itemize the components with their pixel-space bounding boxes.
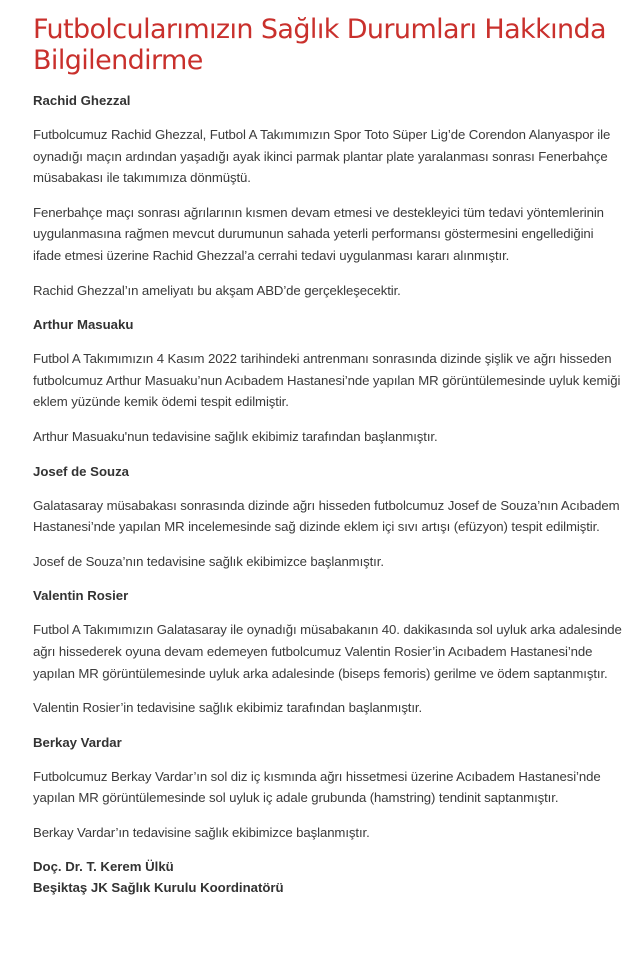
paragraph: Josef de Souza’nın tedavisine sağlık ekibimizce başlanmıştır.: [33, 553, 384, 569]
paragraph: Valentin Rosier’in tedavisine sağlık ekibimiz tarafından başlanmıştır.: [33, 700, 423, 716]
page-title: Futbolcularımızın Sağlık Durumları Hakkında Bilgilendirme: [33, 14, 606, 76]
paragraph: Rachid Ghezzal’ın ameliyatı bu akşam ABD’de gerçekleşecektir.: [33, 282, 401, 298]
player-name: Rachid Ghezzal: [33, 93, 131, 108]
player-name: Berkay Vardar: [33, 734, 122, 750]
paragraph: Fenerbahçe maçı sonrası ağrılarının kısmen devam etmesi ve destekleyici tüm tedavi yöntemlerinin uygulanmasına rağmen mevcut durumunun sahada yeterli performansı göstermesini engellediğini ifade etmesi üzerine Rachid Ghezzal’a cerrahi tedavi uygulanması kararı alınmıştır.: [33, 204, 604, 263]
signature: [33, 856, 623, 898]
paragraph: Arthur Masuaku'nun tedavisine sağlık ekibimiz tarafından başlanmıştır.: [33, 428, 438, 444]
section-valentin-rosier: [33, 585, 623, 718]
section-arthur-masuaku: [33, 314, 623, 447]
player-name: Josef de Souza: [33, 463, 130, 479]
paragraph: Futbolcumuz Rachid Ghezzal, Futbol A Takımımızın Spor Toto Süper Lig’de Corendon Alanyaspor ile oynadığı maçın ardından yaşadığı ayak ikinci parmak plantar plate yaralanması sonrası Fenerbahçe müsabakası ile takımımıza dönmüştü.: [33, 127, 611, 186]
section-rachid-ghezzal: [33, 90, 623, 301]
player-name: Arthur Masuaku: [33, 317, 134, 333]
section-josef-de-souza: [33, 461, 623, 573]
paragraph: Futbolcumuz Berkay Vardar’ın sol diz iç kısmında ağrı hissetmesi üzerine Acıbadem Hastanesi’nde yapılan MR görüntülemesinde sol uyluk iç adale grubunda (hamstring) tendinit saptanmıştır.: [33, 768, 601, 806]
signature-name: Doç. Dr. T. Kerem Ülkü: [33, 859, 174, 875]
signature-role: Beşiktaş JK Sağlık Kurulu Koordinatörü: [33, 880, 284, 896]
paragraph: Galatasaray müsabakası sonrasında dizinde ağrı hisseden futbolcumuz Josef de Souza’nın Acıbadem Hastanesi’nde yapılan MR incelemesinde sağ dizinde eklem içi sıvı artışı (efüzyon) tespit edilmiştir.: [33, 497, 620, 535]
section-berkay-vardar: [33, 732, 623, 844]
paragraph: Futbol A Takımımızın 4 Kasım 2022 tarihindeki antrenmanı sonrasında dizinde şişlik ve ağrı hisseden futbolcumuz Arthur Masuaku’nun Acıbadem Hastanesi’nde yapılan MR görüntülemesinde uyluk kemiği eklem yüzünde kemik ödemi tespit edilmiştir.: [33, 351, 621, 410]
paragraph: Berkay Vardar’ın tedavisine sağlık ekibimizce başlanmıştır.: [33, 824, 370, 840]
paragraph: Futbol A Takımımızın Galatasaray ile oynadığı müsabakanın 40. dakikasında sol uyluk arka adalesinde ağrı hissederek oyuna devam edemeyen futbolcumuz Valentin Rosier’in Acıbadem Hastanesi’nde yapılan MR görüntülemesinde uyluk arka adalesinde (biseps femoris) gerilme ve ödem saptanmıştır.: [33, 622, 622, 681]
player-name: Valentin Rosier: [33, 588, 129, 604]
article: [33, 14, 623, 898]
